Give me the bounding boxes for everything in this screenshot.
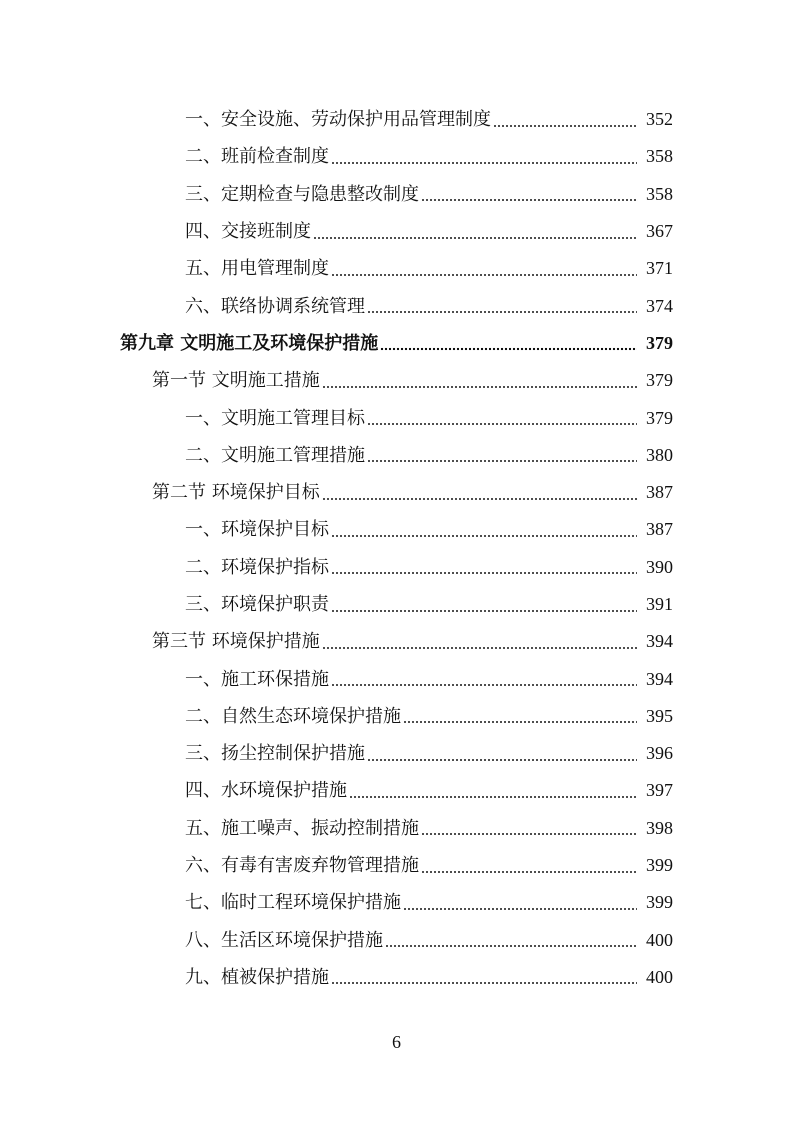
toc-entry-title: 六、联络协调系统管理 bbox=[185, 295, 365, 317]
toc-section-page: 394 bbox=[646, 631, 673, 652]
toc-entry-page: 397 bbox=[646, 780, 673, 801]
toc-entry[interactable] bbox=[0, 884, 793, 921]
toc-section-entry[interactable] bbox=[0, 362, 793, 399]
toc-entry[interactable] bbox=[0, 399, 793, 436]
dot-leader bbox=[322, 643, 637, 653]
toc-entry[interactable] bbox=[0, 511, 793, 548]
toc-entry-title: 一、文明施工管理目标 bbox=[185, 407, 365, 429]
toc-entry-page: 374 bbox=[646, 295, 673, 316]
toc-entry-page: 395 bbox=[646, 705, 673, 726]
toc-entry-title: 三、定期检查与隐患整改制度 bbox=[185, 183, 419, 205]
dot-leader bbox=[421, 195, 637, 205]
toc-entry[interactable] bbox=[0, 138, 793, 175]
toc-entry-title: 一、环境保护目标 bbox=[185, 519, 329, 541]
dot-leader bbox=[349, 792, 637, 802]
dot-leader bbox=[367, 755, 637, 765]
dot-leader bbox=[367, 419, 637, 429]
toc-entry[interactable] bbox=[0, 959, 793, 996]
toc-entry-title: 九、植被保护措施 bbox=[185, 966, 329, 988]
dot-leader bbox=[322, 494, 637, 504]
toc-entry-title: 七、临时工程环境保护措施 bbox=[185, 892, 401, 914]
dot-leader bbox=[322, 382, 637, 392]
toc-entry-page: 387 bbox=[646, 519, 673, 540]
toc-entry-page: 391 bbox=[646, 594, 673, 614]
dot-leader bbox=[493, 121, 637, 131]
toc-chapter-title: 第九章 文明施工及环境保护措施 bbox=[120, 332, 379, 354]
dot-leader bbox=[331, 270, 637, 280]
toc-entry-title: 三、环境保护职责 bbox=[185, 594, 329, 615]
dot-leader bbox=[331, 978, 637, 988]
toc-entry-page: 379 bbox=[646, 407, 673, 428]
toc-entry-page: 396 bbox=[646, 743, 673, 764]
toc-entry-title: 四、水环境保护措施 bbox=[185, 780, 347, 802]
table-of-contents bbox=[0, 101, 793, 996]
toc-entry-title: 一、安全设施、劳动保护用品管理制度 bbox=[185, 109, 491, 131]
toc-entry-title: 五、施工噪声、振动控制措施 bbox=[185, 817, 419, 839]
toc-entry[interactable] bbox=[0, 437, 793, 474]
toc-entry[interactable] bbox=[0, 287, 793, 324]
toc-section-page: 387 bbox=[646, 482, 673, 503]
toc-entry-page: 394 bbox=[646, 668, 673, 689]
toc-entry-title: 八、生活区环境保护措施 bbox=[185, 929, 383, 951]
toc-chapter-entry[interactable] bbox=[0, 325, 793, 362]
toc-entry[interactable] bbox=[0, 660, 793, 697]
toc-entry-page: 358 bbox=[646, 146, 673, 167]
toc-entry-page: 399 bbox=[646, 892, 673, 913]
toc-entry-page: 352 bbox=[646, 109, 673, 130]
dot-leader bbox=[331, 158, 637, 168]
toc-entry-page: 367 bbox=[646, 221, 673, 242]
dot-leader bbox=[380, 344, 637, 354]
toc-entry[interactable] bbox=[0, 810, 793, 847]
page-number: 6 bbox=[392, 1032, 401, 1052]
dot-leader bbox=[367, 456, 637, 466]
dot-leader bbox=[367, 307, 637, 317]
dot-leader bbox=[331, 568, 637, 578]
toc-entry-title: 二、自然生态环境保护措施 bbox=[185, 705, 401, 727]
toc-entry-title: 五、用电管理制度 bbox=[185, 258, 329, 280]
toc-entry[interactable] bbox=[0, 176, 793, 213]
toc-entry-page: 400 bbox=[646, 929, 673, 950]
dot-leader bbox=[403, 717, 637, 727]
toc-entry-title: 二、文明施工管理措施 bbox=[185, 444, 365, 466]
toc-section-title: 第三节 环境保护措施 bbox=[152, 631, 320, 653]
dot-leader bbox=[403, 904, 637, 914]
toc-entry-page: 358 bbox=[646, 183, 673, 204]
toc-entry-title: 二、环境保护指标 bbox=[185, 556, 329, 578]
toc-entry-page: 390 bbox=[646, 556, 673, 577]
dot-leader bbox=[331, 680, 637, 690]
toc-entry[interactable] bbox=[0, 847, 793, 884]
toc-entry-title: 二、班前检查制度 bbox=[185, 146, 329, 168]
toc-entry[interactable] bbox=[0, 213, 793, 250]
toc-entry-page: 380 bbox=[646, 444, 673, 465]
dot-leader bbox=[331, 606, 637, 616]
toc-section-title: 第二节 环境保护目标 bbox=[152, 482, 320, 504]
toc-entry[interactable] bbox=[0, 735, 793, 772]
toc-entry-title: 三、扬尘控制保护措施 bbox=[185, 743, 365, 765]
toc-entry[interactable] bbox=[0, 922, 793, 959]
toc-entry-title: 四、交接班制度 bbox=[185, 221, 311, 243]
toc-entry-title: 一、施工环保措施 bbox=[185, 668, 329, 690]
dot-leader bbox=[313, 233, 637, 243]
toc-entry[interactable] bbox=[0, 250, 793, 287]
toc-entry[interactable] bbox=[0, 586, 793, 623]
toc-entry-page: 400 bbox=[646, 966, 673, 987]
dot-leader bbox=[421, 829, 637, 839]
toc-section-entry[interactable] bbox=[0, 623, 793, 660]
toc-entry[interactable] bbox=[0, 101, 793, 138]
toc-entry[interactable] bbox=[0, 698, 793, 735]
toc-entry-page: 398 bbox=[646, 817, 673, 838]
dot-leader bbox=[331, 531, 637, 541]
toc-section-entry[interactable] bbox=[0, 474, 793, 511]
toc-entry[interactable] bbox=[0, 549, 793, 586]
dot-leader bbox=[385, 941, 637, 951]
toc-entry[interactable] bbox=[0, 772, 793, 809]
dot-leader bbox=[421, 867, 637, 877]
toc-entry-page: 371 bbox=[646, 258, 673, 279]
toc-section-title: 第一节 文明施工措施 bbox=[152, 370, 320, 392]
toc-entry-page: 399 bbox=[646, 855, 673, 876]
toc-chapter-page: 379 bbox=[646, 332, 673, 353]
toc-section-page: 379 bbox=[646, 370, 673, 391]
toc-entry-title: 六、有毒有害废弃物管理措施 bbox=[185, 855, 419, 877]
